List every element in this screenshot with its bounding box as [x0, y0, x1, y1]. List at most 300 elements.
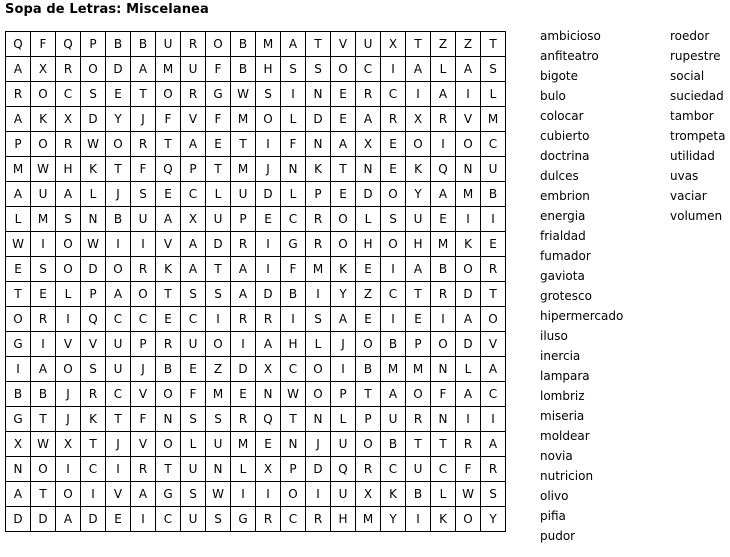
grid-cell[interactable]: N [306, 132, 331, 157]
grid-cell[interactable]: I [6, 357, 31, 382]
grid-cell[interactable]: T [206, 257, 231, 282]
grid-cell[interactable]: X [256, 457, 281, 482]
grid-cell[interactable]: H [56, 157, 81, 182]
grid-cell[interactable]: P [406, 332, 431, 357]
grid-cell[interactable]: A [406, 57, 431, 82]
grid-cell[interactable]: L [181, 432, 206, 457]
grid-cell[interactable]: H [356, 232, 381, 257]
grid-cell[interactable]: C [281, 507, 306, 532]
grid-cell[interactable]: N [6, 457, 31, 482]
grid-cell[interactable]: T [156, 282, 181, 307]
grid-cell[interactable]: M [231, 107, 256, 132]
grid-cell[interactable]: I [81, 482, 106, 507]
grid-cell[interactable]: O [106, 132, 131, 157]
grid-cell[interactable]: T [6, 282, 31, 307]
grid-cell[interactable]: S [306, 307, 331, 332]
grid-cell[interactable]: I [431, 307, 456, 332]
grid-cell[interactable]: A [456, 382, 481, 407]
grid-cell[interactable]: A [256, 332, 281, 357]
grid-cell[interactable]: E [406, 307, 431, 332]
grid-cell[interactable]: E [206, 132, 231, 157]
grid-cell[interactable]: G [6, 332, 31, 357]
grid-cell[interactable]: O [381, 182, 406, 207]
grid-cell[interactable]: L [456, 357, 481, 382]
grid-cell[interactable]: T [106, 157, 131, 182]
grid-cell[interactable]: M [431, 232, 456, 257]
grid-cell[interactable]: A [481, 432, 506, 457]
grid-cell[interactable]: I [481, 207, 506, 232]
grid-cell[interactable]: A [31, 357, 56, 382]
grid-cell[interactable]: W [281, 382, 306, 407]
grid-cell[interactable]: H [331, 507, 356, 532]
grid-cell[interactable]: O [331, 207, 356, 232]
grid-cell[interactable]: O [431, 332, 456, 357]
grid-cell[interactable]: N [306, 82, 331, 107]
grid-cell[interactable]: O [356, 432, 381, 457]
grid-cell[interactable]: F [206, 107, 231, 132]
grid-cell[interactable]: W [6, 232, 31, 257]
grid-cell[interactable]: N [156, 407, 181, 432]
grid-cell[interactable]: C [131, 307, 156, 332]
grid-cell[interactable]: I [56, 307, 81, 332]
grid-cell[interactable]: U [331, 432, 356, 457]
grid-cell[interactable]: U [331, 482, 356, 507]
grid-cell[interactable]: U [206, 207, 231, 232]
grid-cell[interactable]: Z [206, 357, 231, 382]
grid-cell[interactable]: B [106, 32, 131, 57]
grid-cell[interactable]: R [256, 307, 281, 332]
grid-cell[interactable]: S [306, 57, 331, 82]
grid-cell[interactable]: F [156, 107, 181, 132]
grid-cell[interactable]: A [6, 57, 31, 82]
grid-cell[interactable]: U [381, 407, 406, 432]
grid-cell[interactable]: A [331, 132, 356, 157]
grid-cell[interactable]: E [231, 382, 256, 407]
grid-cell[interactable]: G [6, 407, 31, 432]
grid-cell[interactable]: F [431, 382, 456, 407]
grid-cell[interactable]: I [206, 307, 231, 332]
grid-cell[interactable]: P [181, 157, 206, 182]
grid-cell[interactable]: U [206, 432, 231, 457]
grid-cell[interactable]: J [56, 382, 81, 407]
grid-cell[interactable]: F [281, 132, 306, 157]
grid-cell[interactable]: E [481, 232, 506, 257]
grid-cell[interactable]: S [206, 282, 231, 307]
grid-cell[interactable]: I [256, 232, 281, 257]
grid-cell[interactable]: L [306, 332, 331, 357]
grid-cell[interactable]: A [231, 257, 256, 282]
grid-cell[interactable]: E [256, 207, 281, 232]
grid-cell[interactable]: T [131, 82, 156, 107]
grid-cell[interactable]: A [406, 257, 431, 282]
grid-cell[interactable]: B [231, 32, 256, 57]
grid-cell[interactable]: V [331, 32, 356, 57]
grid-cell[interactable]: V [156, 232, 181, 257]
grid-cell[interactable]: X [356, 132, 381, 157]
grid-cell[interactable]: A [456, 307, 481, 332]
grid-cell[interactable]: O [481, 307, 506, 332]
grid-cell[interactable]: O [331, 57, 356, 82]
grid-cell[interactable]: H [281, 332, 306, 357]
grid-cell[interactable]: C [381, 282, 406, 307]
grid-cell[interactable]: J [106, 182, 131, 207]
grid-cell[interactable]: N [281, 432, 306, 457]
grid-cell[interactable]: D [6, 507, 31, 532]
grid-cell[interactable]: S [206, 407, 231, 432]
grid-cell[interactable]: S [81, 82, 106, 107]
grid-cell[interactable]: I [231, 482, 256, 507]
grid-cell[interactable]: C [181, 307, 206, 332]
grid-cell[interactable]: B [381, 332, 406, 357]
grid-cell[interactable]: P [231, 207, 256, 232]
grid-cell[interactable]: G [206, 82, 231, 107]
grid-cell[interactable]: D [81, 257, 106, 282]
grid-cell[interactable]: X [31, 57, 56, 82]
grid-cell[interactable]: P [306, 182, 331, 207]
grid-cell[interactable]: I [131, 507, 156, 532]
grid-cell[interactable]: S [181, 282, 206, 307]
grid-cell[interactable]: S [56, 207, 81, 232]
grid-cell[interactable]: R [56, 132, 81, 157]
grid-cell[interactable]: W [81, 232, 106, 257]
grid-cell[interactable]: R [481, 257, 506, 282]
grid-cell[interactable]: L [356, 207, 381, 232]
grid-cell[interactable]: A [181, 132, 206, 157]
grid-cell[interactable]: M [156, 57, 181, 82]
grid-cell[interactable]: S [481, 482, 506, 507]
grid-cell[interactable]: C [56, 82, 81, 107]
grid-cell[interactable]: R [431, 107, 456, 132]
grid-cell[interactable]: B [406, 482, 431, 507]
grid-cell[interactable]: I [481, 407, 506, 432]
grid-cell[interactable]: T [406, 432, 431, 457]
grid-cell[interactable]: E [256, 432, 281, 457]
grid-cell[interactable]: I [56, 457, 81, 482]
grid-cell[interactable]: J [331, 332, 356, 357]
grid-cell[interactable]: A [6, 182, 31, 207]
grid-cell[interactable]: R [131, 457, 156, 482]
grid-cell[interactable]: K [431, 507, 456, 532]
grid-cell[interactable]: O [56, 357, 81, 382]
grid-cell[interactable]: F [206, 57, 231, 82]
grid-cell[interactable]: N [431, 357, 456, 382]
grid-cell[interactable]: A [156, 207, 181, 232]
grid-cell[interactable]: O [356, 332, 381, 357]
grid-cell[interactable]: T [431, 432, 456, 457]
grid-cell[interactable]: X [6, 432, 31, 457]
grid-cell[interactable]: I [306, 282, 331, 307]
grid-cell[interactable]: U [106, 357, 131, 382]
grid-cell[interactable]: I [406, 82, 431, 107]
grid-cell[interactable]: T [206, 157, 231, 182]
grid-cell[interactable]: U [406, 207, 431, 232]
grid-cell[interactable]: E [331, 107, 356, 132]
grid-cell[interactable]: M [31, 207, 56, 232]
grid-cell[interactable]: C [81, 457, 106, 482]
grid-cell[interactable]: A [481, 357, 506, 382]
grid-cell[interactable]: N [431, 407, 456, 432]
grid-cell[interactable]: M [231, 432, 256, 457]
grid-cell[interactable]: D [106, 57, 131, 82]
grid-cell[interactable]: B [106, 207, 131, 232]
grid-cell[interactable]: Y [106, 107, 131, 132]
grid-cell[interactable]: A [6, 107, 31, 132]
grid-cell[interactable]: N [81, 207, 106, 232]
grid-cell[interactable]: I [256, 257, 281, 282]
grid-cell[interactable]: R [131, 132, 156, 157]
grid-cell[interactable]: A [281, 32, 306, 57]
grid-cell[interactable]: N [256, 382, 281, 407]
grid-cell[interactable]: J [106, 432, 131, 457]
grid-cell[interactable]: J [131, 357, 156, 382]
grid-cell[interactable]: T [406, 32, 431, 57]
grid-cell[interactable]: V [481, 332, 506, 357]
grid-cell[interactable]: P [81, 32, 106, 57]
grid-cell[interactable]: K [31, 107, 56, 132]
grid-cell[interactable]: Z [431, 32, 456, 57]
grid-cell[interactable]: Y [381, 507, 406, 532]
grid-cell[interactable]: R [256, 507, 281, 532]
grid-cell[interactable]: C [106, 307, 131, 332]
grid-cell[interactable]: U [406, 457, 431, 482]
grid-cell[interactable]: B [356, 357, 381, 382]
grid-cell[interactable]: A [131, 57, 156, 82]
grid-cell[interactable]: C [381, 82, 406, 107]
grid-cell[interactable]: G [156, 482, 181, 507]
grid-cell[interactable]: U [481, 157, 506, 182]
grid-cell[interactable]: L [431, 57, 456, 82]
grid-cell[interactable]: R [181, 32, 206, 57]
grid-cell[interactable]: O [331, 232, 356, 257]
grid-cell[interactable]: U [106, 332, 131, 357]
grid-cell[interactable]: U [131, 207, 156, 232]
grid-cell[interactable]: S [181, 482, 206, 507]
grid-cell[interactable]: T [356, 382, 381, 407]
grid-cell[interactable]: F [456, 457, 481, 482]
grid-cell[interactable]: T [481, 282, 506, 307]
grid-cell[interactable]: R [306, 207, 331, 232]
grid-cell[interactable]: J [306, 432, 331, 457]
grid-cell[interactable]: L [231, 457, 256, 482]
grid-cell[interactable]: O [281, 482, 306, 507]
grid-cell[interactable]: P [81, 282, 106, 307]
grid-cell[interactable]: X [256, 357, 281, 382]
grid-cell[interactable]: M [256, 32, 281, 57]
grid-cell[interactable]: T [231, 132, 256, 157]
grid-cell[interactable]: R [31, 307, 56, 332]
grid-cell[interactable]: U [356, 32, 381, 57]
grid-cell[interactable]: D [206, 232, 231, 257]
grid-cell[interactable]: K [156, 257, 181, 282]
grid-cell[interactable]: D [256, 282, 281, 307]
grid-cell[interactable]: D [231, 357, 256, 382]
grid-cell[interactable]: D [81, 507, 106, 532]
grid-cell[interactable]: D [81, 107, 106, 132]
grid-cell[interactable]: X [356, 482, 381, 507]
grid-cell[interactable]: M [231, 157, 256, 182]
grid-cell[interactable]: I [256, 132, 281, 157]
grid-cell[interactable]: T [31, 482, 56, 507]
grid-cell[interactable]: S [256, 82, 281, 107]
grid-cell[interactable]: I [456, 407, 481, 432]
grid-cell[interactable]: R [156, 332, 181, 357]
grid-cell[interactable]: S [181, 407, 206, 432]
grid-cell[interactable]: F [131, 407, 156, 432]
grid-cell[interactable]: I [31, 332, 56, 357]
grid-cell[interactable]: I [406, 507, 431, 532]
grid-cell[interactable]: A [381, 382, 406, 407]
grid-cell[interactable]: R [6, 82, 31, 107]
grid-cell[interactable]: K [456, 232, 481, 257]
grid-cell[interactable]: M [406, 357, 431, 382]
grid-cell[interactable]: U [31, 182, 56, 207]
grid-cell[interactable]: A [56, 507, 81, 532]
grid-cell[interactable]: I [306, 482, 331, 507]
grid-cell[interactable]: F [281, 257, 306, 282]
grid-cell[interactable]: U [181, 507, 206, 532]
grid-cell[interactable]: I [31, 232, 56, 257]
grid-cell[interactable]: A [181, 257, 206, 282]
grid-cell[interactable]: O [131, 282, 156, 307]
grid-cell[interactable]: T [406, 282, 431, 307]
grid-cell[interactable]: O [56, 257, 81, 282]
grid-cell[interactable]: R [231, 232, 256, 257]
grid-cell[interactable]: E [381, 132, 406, 157]
grid-cell[interactable]: S [381, 207, 406, 232]
grid-cell[interactable]: F [31, 32, 56, 57]
grid-cell[interactable]: I [106, 457, 131, 482]
grid-cell[interactable]: C [281, 207, 306, 232]
grid-cell[interactable]: L [6, 207, 31, 232]
grid-cell[interactable]: K [406, 157, 431, 182]
grid-cell[interactable]: N [356, 157, 381, 182]
grid-cell[interactable]: O [306, 357, 331, 382]
grid-cell[interactable]: S [81, 357, 106, 382]
grid-cell[interactable]: M [6, 157, 31, 182]
grid-cell[interactable]: F [181, 382, 206, 407]
grid-cell[interactable]: S [206, 507, 231, 532]
grid-cell[interactable]: O [456, 507, 481, 532]
grid-cell[interactable]: O [31, 132, 56, 157]
grid-cell[interactable]: P [6, 132, 31, 157]
grid-cell[interactable]: Q [156, 157, 181, 182]
grid-cell[interactable]: O [206, 32, 231, 57]
grid-cell[interactable]: L [206, 182, 231, 207]
grid-cell[interactable]: V [56, 332, 81, 357]
grid-cell[interactable]: C [381, 457, 406, 482]
grid-cell[interactable]: A [181, 232, 206, 257]
grid-cell[interactable]: E [181, 357, 206, 382]
grid-cell[interactable]: N [306, 407, 331, 432]
grid-cell[interactable]: V [181, 107, 206, 132]
grid-cell[interactable]: L [431, 482, 456, 507]
grid-cell[interactable]: U [181, 457, 206, 482]
grid-cell[interactable]: H [406, 232, 431, 257]
grid-cell[interactable]: T [31, 407, 56, 432]
grid-cell[interactable]: O [406, 382, 431, 407]
grid-cell[interactable]: I [456, 207, 481, 232]
grid-cell[interactable]: W [231, 82, 256, 107]
grid-cell[interactable]: M [481, 107, 506, 132]
grid-cell[interactable]: J [56, 407, 81, 432]
grid-cell[interactable]: T [106, 407, 131, 432]
grid-cell[interactable]: C [281, 357, 306, 382]
grid-cell[interactable]: O [256, 107, 281, 132]
grid-cell[interactable]: L [281, 107, 306, 132]
grid-cell[interactable]: P [331, 382, 356, 407]
grid-cell[interactable]: B [281, 282, 306, 307]
grid-cell[interactable]: C [356, 57, 381, 82]
grid-cell[interactable]: O [6, 307, 31, 332]
grid-cell[interactable]: A [106, 282, 131, 307]
grid-cell[interactable]: O [156, 432, 181, 457]
grid-cell[interactable]: T [156, 457, 181, 482]
grid-cell[interactable]: K [306, 157, 331, 182]
grid-cell[interactable]: I [231, 332, 256, 357]
grid-cell[interactable]: L [56, 282, 81, 307]
grid-cell[interactable]: C [481, 132, 506, 157]
grid-cell[interactable]: C [106, 382, 131, 407]
grid-cell[interactable]: A [231, 282, 256, 307]
grid-cell[interactable]: I [456, 82, 481, 107]
grid-cell[interactable]: C [431, 457, 456, 482]
grid-cell[interactable]: V [81, 332, 106, 357]
grid-cell[interactable]: X [56, 432, 81, 457]
grid-cell[interactable]: E [106, 507, 131, 532]
grid-cell[interactable]: E [156, 182, 181, 207]
grid-cell[interactable]: R [231, 307, 256, 332]
grid-cell[interactable]: B [431, 257, 456, 282]
grid-cell[interactable]: Q [431, 157, 456, 182]
grid-cell[interactable]: I [431, 132, 456, 157]
grid-cell[interactable]: A [131, 482, 156, 507]
grid-cell[interactable]: M [381, 357, 406, 382]
grid-cell[interactable]: B [231, 57, 256, 82]
grid-cell[interactable]: L [481, 82, 506, 107]
grid-cell[interactable]: I [381, 307, 406, 332]
grid-cell[interactable]: Q [331, 457, 356, 482]
grid-cell[interactable]: B [31, 382, 56, 407]
grid-cell[interactable]: N [456, 157, 481, 182]
grid-cell[interactable]: M [206, 382, 231, 407]
grid-cell[interactable]: R [356, 82, 381, 107]
grid-cell[interactable]: O [456, 257, 481, 282]
grid-cell[interactable]: O [306, 382, 331, 407]
grid-cell[interactable]: K [81, 407, 106, 432]
grid-cell[interactable]: O [206, 332, 231, 357]
grid-cell[interactable]: B [6, 382, 31, 407]
grid-cell[interactable]: D [456, 332, 481, 357]
grid-cell[interactable]: R [181, 82, 206, 107]
grid-cell[interactable]: A [56, 182, 81, 207]
grid-cell[interactable]: B [481, 182, 506, 207]
grid-cell[interactable]: O [381, 232, 406, 257]
grid-cell[interactable]: D [306, 457, 331, 482]
grid-cell[interactable]: I [131, 232, 156, 257]
grid-cell[interactable]: D [356, 182, 381, 207]
grid-cell[interactable]: P [356, 407, 381, 432]
grid-cell[interactable]: R [481, 457, 506, 482]
grid-cell[interactable]: C [181, 182, 206, 207]
grid-cell[interactable]: E [356, 307, 381, 332]
grid-cell[interactable]: A [331, 307, 356, 332]
grid-cell[interactable]: T [156, 132, 181, 157]
grid-cell[interactable]: W [81, 132, 106, 157]
grid-cell[interactable]: I [381, 57, 406, 82]
grid-cell[interactable]: P [281, 457, 306, 482]
grid-cell[interactable]: F [131, 157, 156, 182]
grid-cell[interactable]: M [456, 182, 481, 207]
